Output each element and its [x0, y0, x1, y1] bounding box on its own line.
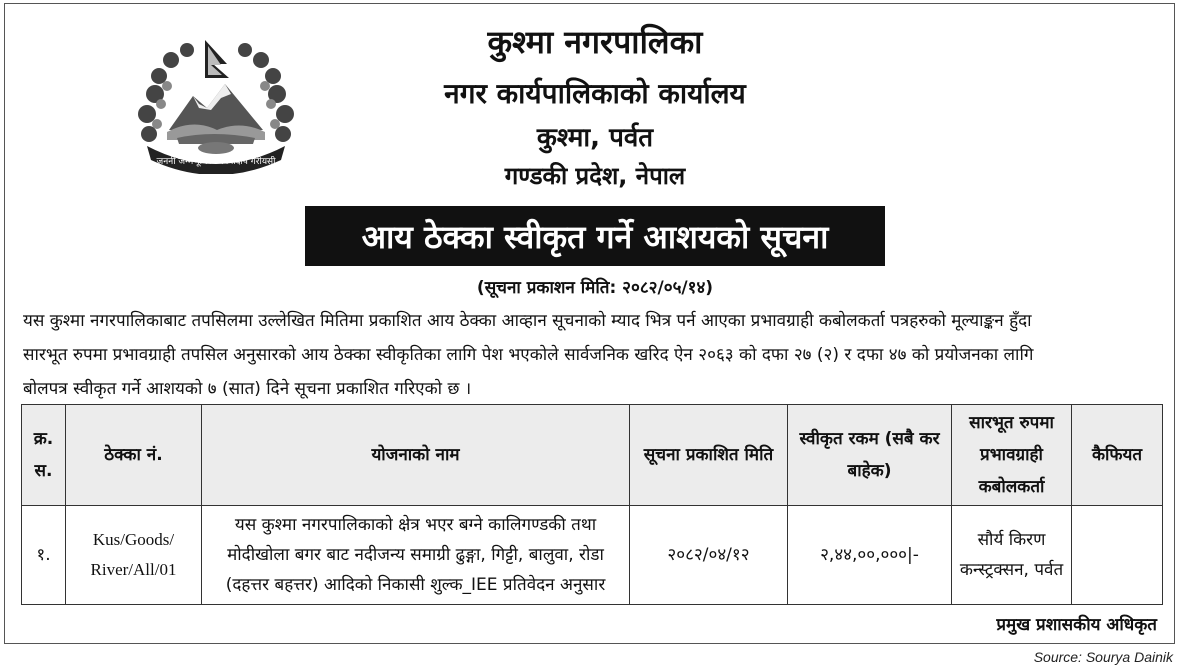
header-remarks: कैफियत: [1072, 405, 1163, 506]
emblem-motto: जननी जन्मभूमिश्च स्वर्गादपि गरीयसी: [156, 157, 276, 167]
body-line-1: यस कुश्मा नगरपालिकाबाट तपसिलमा उल्लेखित मितिमा प्रकाशित आय ठेक्का आव्हान सूचनाको म्याद भित्र पर्न आएका प्रभावग्राही कबोलकर्ता पत्रहरुको मूल्याङ्कन हुँदा: [23, 311, 1032, 331]
cell-contract-no: Kus/Goods/ River/All/01: [66, 506, 202, 605]
header-plan-name: योजनाको नाम: [202, 405, 630, 506]
cell-remarks: [1072, 506, 1163, 605]
source-credit: Source: Sourya Dainik: [1033, 649, 1173, 665]
cell-amount: २,४४,००,०००|-: [788, 506, 952, 605]
office-location: कुश्मा, पर्वत: [536, 123, 654, 153]
signatory-title: प्रमुख प्रशासकीय अधिकृत: [996, 615, 1157, 635]
cell-sn: १.: [22, 506, 66, 605]
body-line-3: बोलपत्र स्वीकृत गर्ने आशयको ७ (सात) दिने सूचना प्रकाशित गरिएको छ ।: [23, 379, 472, 399]
notice-title: आय ठेक्का स्वीकृत गर्ने आशयको सूचना: [305, 206, 885, 266]
header-contract-no: ठेक्का नं.: [66, 405, 202, 506]
contract-table: [21, 404, 1163, 605]
notice-body: [23, 304, 1173, 406]
cell-notice-date: २०८२/०४/१२: [630, 506, 788, 605]
plan-name-line-3: (दहत्तर बहत्तर) आदिको निकासी शुल्क_IEE प्रतिवेदन अनुसार: [225, 575, 606, 595]
office-name: नगर कार्यपालिकाको कार्यालय: [444, 77, 746, 110]
table-row: [22, 506, 1163, 605]
plan-name-line-2: मोदीखोला बगर बाट नदीजन्य समाग्री ढुङ्गा, गिट्टी, बालुवा, रोडा: [227, 545, 604, 565]
header-sn: क्र. स.: [22, 405, 66, 506]
cell-plan-name: [202, 506, 630, 605]
header-bidder: सारभूत रुपमा प्रभावग्राही कबोलकर्ता: [952, 405, 1072, 506]
nepal-emblem-icon: [133, 34, 299, 174]
publication-date: (सूचना प्रकाशन मिति: २०८२/०५/१४): [476, 278, 714, 298]
header-amount: स्वीकृत रकम (सबै कर बाहेक): [788, 405, 952, 506]
header-notice-date: सूचना प्रकाशित मिति: [630, 405, 788, 506]
plan-name-line-1: यस कुश्मा नगरपालिकाको क्षेत्र भएर बग्ने कालिगण्डकी तथा: [234, 515, 597, 535]
municipality-name: कुश्मा नगरपालिका: [487, 23, 703, 61]
body-line-2: सारभूत रुपमा प्रभावग्राही तपसिल अनुसारको आय ठेक्का स्वीकृतिका लागि पेश भएकोले सार्वजनिक खरिद ऐन २०६३ को दफा २७ (२) र दफा ४७ को प्रयोजनका लागि: [23, 345, 1034, 365]
table-header-row: [22, 405, 1163, 506]
cell-bidder: सौर्य किरण कन्स्ट्रक्सन, पर्वत: [952, 506, 1072, 605]
province-country: गण्डकी प्रदेश, नेपाल: [504, 162, 686, 190]
